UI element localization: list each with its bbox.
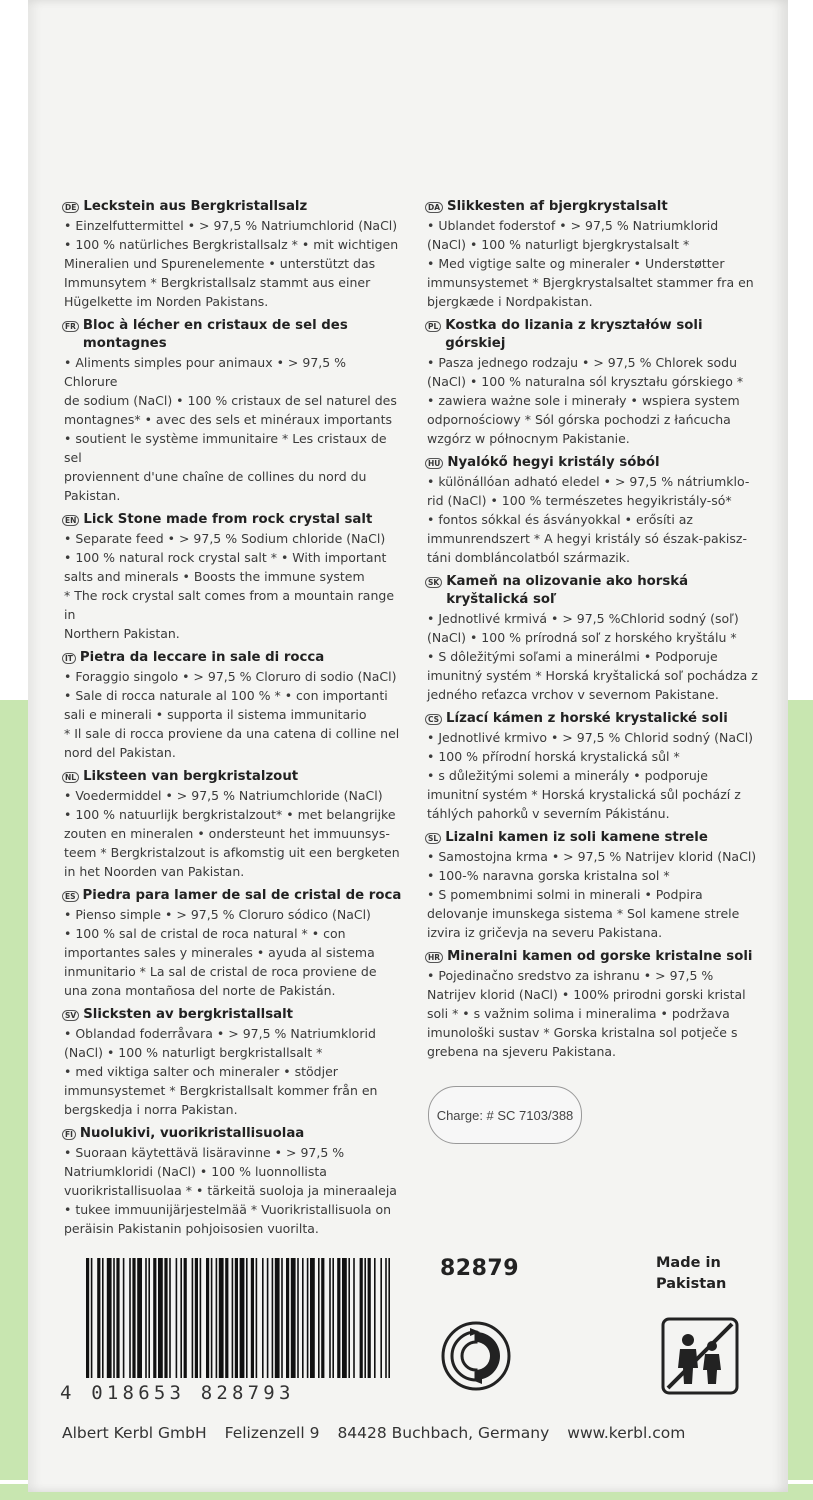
company-footer bbox=[62, 1424, 702, 1442]
barcode-bar bbox=[132, 1258, 135, 1378]
description-line: • tukee immuunijärjestelmää * Vuorikristallisuola on bbox=[64, 1202, 392, 1217]
description-line: proviennent d'une chaîne de collines du nord du bbox=[64, 469, 367, 484]
barcode-bar bbox=[206, 1258, 209, 1378]
language-title: Slicksten av bergkristallsalt bbox=[83, 1007, 294, 1022]
description-line: • Oblandad foderråvara • > 97,5 % Natriumklorid bbox=[64, 1026, 376, 1041]
description-line: Northern Pakistan. bbox=[64, 626, 180, 641]
barcode-bar bbox=[216, 1258, 218, 1378]
description-line: nord del Pakistan. bbox=[64, 745, 176, 760]
language-title: Bloc à lécher en cristaux de sel des montagnes bbox=[82, 318, 348, 351]
made-in-label: Made in Pakistan bbox=[656, 1255, 727, 1292]
description-line: soli * • s važnim solima i mineralima • podržava bbox=[427, 1006, 730, 1021]
language-title: Lizalni kamen iz soli kamene strele bbox=[445, 830, 708, 845]
language-heading bbox=[62, 768, 402, 786]
barcode-bar bbox=[195, 1258, 198, 1378]
language-heading bbox=[425, 948, 765, 966]
language-block-it bbox=[62, 649, 402, 762]
language-block-de bbox=[62, 198, 402, 311]
barcode-bar bbox=[332, 1258, 334, 1378]
description-line: Natriumkloridi (NaCl) • 100 % luonnollista bbox=[64, 1164, 327, 1179]
description-line: odpornościowy * Sól górska pochodzi z łańcucha bbox=[427, 412, 731, 427]
description-line: • 100 % natuurlijk bergkristalzout* • met belangrijke bbox=[64, 807, 396, 822]
barcode-bar bbox=[318, 1258, 320, 1378]
description-line: peräisin Pakistanin pohjoisosien vuorilta. bbox=[64, 1221, 319, 1236]
description-line: • Suoraan käytettävä lisäravinne • > 97,5 % bbox=[64, 1145, 345, 1160]
language-heading bbox=[62, 198, 402, 216]
language-title: Nyalókő hegyi kristály sóból bbox=[447, 455, 660, 470]
description-line: (NaCl) • 100 % naturligt bergkristallsalt * bbox=[64, 1045, 323, 1060]
barcode-bar bbox=[91, 1258, 93, 1378]
language-heading bbox=[62, 1125, 402, 1143]
barcode-bar bbox=[337, 1258, 340, 1378]
description-line: wzgórz w północnym Pakistanie. bbox=[427, 431, 630, 446]
language-code-badge: HR bbox=[425, 952, 443, 963]
barcode-bar bbox=[297, 1258, 299, 1378]
barcode-bar bbox=[286, 1258, 289, 1378]
description-line: grebena na sjeveru Pakistana. bbox=[427, 1044, 617, 1059]
language-code-badge: SK bbox=[425, 577, 442, 588]
barcode-bar bbox=[329, 1258, 331, 1378]
description-line: jedného reťazca vrchov v severnom Pakistane. bbox=[427, 687, 719, 702]
language-block-pl bbox=[425, 317, 765, 448]
description-line: • Jednotlivé krmivo • > 97,5 % Chlorid sodný (NaCl) bbox=[427, 730, 754, 745]
language-column-left bbox=[62, 198, 402, 1244]
language-title: Pietra da leccare in sale di rocca bbox=[79, 650, 325, 665]
company-website[interactable]: www.kerbl.com bbox=[567, 1424, 686, 1442]
language-code-badge: IT bbox=[62, 653, 76, 664]
description-line: • fontos sókkal és ásványokkal • erősíti az bbox=[427, 512, 693, 527]
description-line: • zawiera ważne sole i minerały • wspiera system bbox=[427, 393, 740, 408]
description-line: vuorikristallisuolaa * • tärkeitä suoloja ja mineraaleja bbox=[64, 1183, 397, 1198]
description-line: • Pienso simple • > 97,5 % Cloruro sódico (NaCl) bbox=[64, 907, 371, 922]
description-line: in het Noorden van Pakistan. bbox=[64, 864, 245, 879]
language-code-badge: SL bbox=[425, 833, 441, 844]
language-title: Leckstein aus Bergkristallsalz bbox=[83, 199, 308, 214]
not-for-children-icon bbox=[660, 1316, 740, 1396]
description-line: rid (NaCl) • 100 % természetes hegyikristály-só* bbox=[427, 493, 732, 508]
barcode-bar bbox=[251, 1258, 254, 1378]
language-block-hr bbox=[425, 948, 765, 1061]
article-number: 82879 bbox=[440, 1256, 520, 1281]
language-title: Mineralni kamen od gorske kristalne soli bbox=[447, 949, 753, 964]
description-line: importantes sales y minerales • ayuda al sistema bbox=[64, 945, 375, 960]
language-title: Slikkesten af bjergkrystalsalt bbox=[447, 199, 668, 214]
language-block-sk bbox=[425, 573, 765, 704]
company-city: 84428 Buchbach, Germany bbox=[337, 1424, 550, 1442]
language-heading bbox=[425, 573, 765, 609]
barcode-bar bbox=[169, 1258, 171, 1378]
language-title: Lízací kámen z horské krystalické soli bbox=[446, 711, 728, 726]
language-heading bbox=[425, 829, 765, 847]
language-heading bbox=[425, 710, 765, 728]
barcode-bar bbox=[291, 1258, 296, 1378]
description-line: • Separate feed • > 97,5 % Sodium chloride (NaCl) bbox=[64, 531, 386, 546]
barcode-bar bbox=[267, 1258, 269, 1378]
language-column-right bbox=[425, 198, 765, 1067]
language-block-fi bbox=[62, 1125, 402, 1238]
language-heading bbox=[425, 317, 765, 353]
description-line: Natrijev klorid (NaCl) • 100% prirodni gorski kristal bbox=[427, 987, 746, 1002]
language-heading bbox=[425, 198, 765, 216]
barcode-bar bbox=[307, 1258, 309, 1378]
barcode-bar bbox=[164, 1258, 167, 1378]
description-line: (NaCl) • 100 % naturligt bjergkrystalsalt * bbox=[427, 237, 690, 252]
description-line: sali e minerali • supporta il sistema immunitario bbox=[64, 707, 367, 722]
language-code-badge: HU bbox=[425, 458, 443, 469]
barcode-bar bbox=[232, 1258, 234, 1378]
barcode-bar bbox=[225, 1258, 228, 1378]
barcode-bar bbox=[360, 1258, 363, 1378]
description-line: • 100 % natürliches Bergkristallsalz * • mit wichtigen bbox=[64, 237, 399, 252]
description-line: immunrendszert * A hegyi kristály só észak-pakisz- bbox=[427, 531, 747, 546]
barcode-bar bbox=[176, 1258, 178, 1378]
barcode-digits: 4 018653 828793 bbox=[60, 1382, 295, 1404]
barcode-bar bbox=[256, 1258, 258, 1378]
language-code-badge: DA bbox=[425, 202, 443, 213]
language-code-badge: DE bbox=[62, 202, 79, 213]
barcode-bar bbox=[148, 1258, 150, 1378]
barcode-bar bbox=[302, 1258, 304, 1378]
barcode-bar bbox=[235, 1258, 238, 1378]
barcode-bar bbox=[137, 1258, 142, 1378]
barcode-bar bbox=[180, 1258, 182, 1378]
barcode-bar bbox=[281, 1258, 283, 1378]
barcode-bar bbox=[275, 1258, 280, 1378]
description-line: • Ublandet foderstof • > 97,5 % Natriumklorid bbox=[427, 218, 719, 233]
description-line: • különállóan adható eledel • > 97,5 % nátriumklo- bbox=[427, 474, 750, 489]
description-line: montagnes* • avec des sels et minéraux importants bbox=[64, 412, 392, 427]
language-block-nl bbox=[62, 768, 402, 881]
barcode-bar bbox=[380, 1258, 382, 1378]
language-code-badge: ES bbox=[62, 891, 79, 902]
language-code-badge: CS bbox=[425, 714, 442, 725]
barcode-bar bbox=[262, 1258, 264, 1378]
language-code-badge: FI bbox=[62, 1129, 76, 1140]
description-line: Hügelkette im Norden Pakistans. bbox=[64, 294, 269, 309]
barcode-bar bbox=[310, 1258, 315, 1378]
description-line: delovanje imunskega sistema * Sol kamene strele bbox=[427, 906, 740, 921]
description-line: zouten en mineralen • ondersteunt het immuunsys- bbox=[64, 826, 390, 841]
description-line: • S dôležitými soľami a minerálmi • Podporuje bbox=[427, 649, 718, 664]
description-line: Pakistan. bbox=[64, 488, 121, 503]
description-line: una zona montañosa del norte de Pakistán. bbox=[64, 983, 336, 998]
barcode-bar bbox=[116, 1258, 119, 1378]
description-line: • Foraggio singolo • > 97,5 % Cloruro di sodio (NaCl) bbox=[64, 669, 397, 684]
description-line: • 100 % přírodní horská krystalická sůl * bbox=[427, 749, 680, 764]
language-block-sv bbox=[62, 1006, 402, 1119]
language-heading bbox=[425, 454, 765, 472]
language-code-badge: FR bbox=[62, 321, 79, 332]
barcode-bar bbox=[102, 1258, 104, 1378]
barcode bbox=[86, 1258, 390, 1378]
barcode-bar bbox=[246, 1258, 248, 1378]
barcode-bar bbox=[385, 1258, 387, 1378]
description-line: (NaCl) • 100 % naturalna sól kryształu górskiego * bbox=[427, 374, 744, 389]
description-line: immunsystemet * Bergkristallsalt kommer från en bbox=[64, 1083, 378, 1098]
description-line: • Pasza jednego rodzaju • > 97,5 % Chlorek sodu bbox=[427, 355, 737, 370]
barcode-bar bbox=[364, 1258, 366, 1378]
barcode-bar bbox=[184, 1258, 187, 1378]
barcode-bar bbox=[211, 1258, 213, 1378]
description-line: bergskedja i norra Pakistan. bbox=[64, 1102, 238, 1117]
language-title: Kostka do lizania z kryształów soli górskiej bbox=[445, 318, 703, 351]
barcode-bar bbox=[97, 1258, 100, 1378]
barcode-bar bbox=[321, 1258, 324, 1378]
description-line: izvira iz gričevja na severu Pakistana. bbox=[427, 925, 663, 940]
description-line: de sodium (NaCl) • 100 % cristaux de sel naturel des bbox=[64, 393, 397, 408]
barcode-bar bbox=[86, 1258, 89, 1378]
barcode-bar bbox=[374, 1258, 376, 1378]
description-line: salts and minerals • Boosts the immune system bbox=[64, 569, 365, 584]
language-code-badge: NL bbox=[62, 772, 79, 783]
language-heading bbox=[62, 511, 402, 529]
language-block-da bbox=[425, 198, 765, 311]
language-title: Liksteen van bergkristalzout bbox=[83, 769, 299, 784]
description-line: * The rock crystal salt comes from a mountain range in bbox=[64, 588, 395, 622]
language-heading bbox=[62, 649, 402, 667]
description-line: Mineralien und Spurenelemente • unterstützt das bbox=[64, 256, 376, 271]
description-line: • S pomembnimi solmi in minerali • Podpira bbox=[427, 887, 703, 902]
description-line: • 100 % sal de cristal de roca natural * • con bbox=[64, 926, 346, 941]
language-code-badge: SV bbox=[62, 1010, 79, 1021]
barcode-bar bbox=[342, 1258, 347, 1378]
language-title: Nuolukivi, vuorikristallisuolaa bbox=[79, 1126, 305, 1141]
description-line: • Sale di rocca naturale al 100 % * • con importanti bbox=[64, 688, 388, 703]
description-line: (NaCl) • 100 % prírodná soľ z horského kryštálu * bbox=[427, 630, 737, 645]
barcode-bar bbox=[107, 1258, 112, 1378]
barcode-bar bbox=[153, 1258, 156, 1378]
language-block-es bbox=[62, 887, 402, 1000]
barcode-bar bbox=[158, 1258, 163, 1378]
barcode-bar bbox=[145, 1258, 147, 1378]
charge-text: Charge: # SC 7103/388 bbox=[436, 1107, 574, 1123]
barcode-bar bbox=[219, 1258, 224, 1378]
description-line: • Samostojna krma • > 97,5 % Natrijev klorid (NaCl) bbox=[427, 849, 757, 864]
barcode-bar bbox=[129, 1258, 131, 1378]
language-block-cs bbox=[425, 710, 765, 823]
charge-label bbox=[428, 1086, 582, 1144]
company-name: Albert Kerbl GmbH bbox=[62, 1424, 207, 1442]
description-line: * Il sale di rocca proviene da una catena di colline nel bbox=[64, 726, 400, 741]
company-street: Felizenzell 9 bbox=[224, 1424, 320, 1442]
description-line: • 100 % natural rock crystal salt * • With important bbox=[64, 550, 387, 565]
barcode-bar bbox=[240, 1258, 245, 1378]
language-code-badge: PL bbox=[425, 321, 441, 332]
description-line: • Jednotlivé krmivá • > 97,5 %Chlorid sodný (soľ) bbox=[427, 611, 739, 626]
barcode-bar bbox=[192, 1258, 194, 1378]
language-title: Piedra para lamer de sal de cristal de roca bbox=[82, 888, 402, 903]
language-block-fr bbox=[62, 317, 402, 505]
barcode-bar bbox=[348, 1258, 350, 1378]
language-heading bbox=[62, 1006, 402, 1024]
language-title: Kameň na olizovanie ako horská kryštalická soľ bbox=[446, 574, 689, 607]
language-block-hu bbox=[425, 454, 765, 567]
language-block-sl bbox=[425, 829, 765, 942]
barcode-bar bbox=[200, 1258, 202, 1378]
barcode-bar bbox=[272, 1258, 274, 1378]
description-line: táhlých pahorků v severním Pákistánu. bbox=[427, 806, 670, 821]
description-line: imunološki sustav * Gorska kristalna sol potječe s bbox=[427, 1025, 738, 1040]
description-line: teem * Bergkristalzout is afkomstig uit een bergketen bbox=[64, 845, 400, 860]
barcode-bar bbox=[353, 1258, 355, 1378]
description-line: inmunitario * La sal de cristal de roca proviene de bbox=[64, 964, 377, 979]
description-line: • Pojedinačno sredstvo za ishranu • > 97,5 % bbox=[427, 968, 714, 983]
barcode-bar bbox=[388, 1258, 390, 1378]
language-title: Lick Stone made from rock crystal salt bbox=[83, 512, 373, 527]
green-dot-recycling-icon bbox=[440, 1320, 512, 1392]
barcode-bar bbox=[113, 1258, 115, 1378]
description-line: • Med vigtige salte og mineraler • Understøtter bbox=[427, 256, 725, 271]
barcode-bar bbox=[368, 1258, 371, 1378]
description-line: • soutient le système immunitaire * Les cristaux de sel bbox=[64, 431, 387, 465]
description-line: táni dombláncolatból származik. bbox=[427, 550, 630, 565]
language-code-badge: EN bbox=[62, 515, 79, 526]
description-line: imunitní systém * Horská krystalická sůl pochází z bbox=[427, 787, 741, 802]
description-line: Immunsytem * Bergkristallsalz stammt aus einer bbox=[64, 275, 371, 290]
language-block-en bbox=[62, 511, 402, 643]
description-line: • 100-% naravna gorska kristalna sol * bbox=[427, 868, 670, 883]
description-line: • s důležitými solemi a minerály • podporuje bbox=[427, 768, 708, 783]
description-line: immunsystemet * Bjergkrystalsaltet stammer fra en bbox=[427, 275, 754, 290]
barcode-bar bbox=[123, 1258, 125, 1378]
description-line: • Voedermiddel • > 97,5 % Natriumchloride (NaCl) bbox=[64, 788, 383, 803]
language-heading bbox=[62, 887, 402, 905]
description-line: imunitný systém * Horská kryštalická soľ pochádza z bbox=[427, 668, 758, 683]
language-heading bbox=[62, 317, 402, 353]
description-line: • Aliments simples pour animaux • > 97,5 % Chlorure bbox=[64, 355, 347, 389]
description-line: • med viktiga salter och mineraler • stödjer bbox=[64, 1064, 338, 1079]
description-line: • Einzelfuttermittel • > 97,5 % Natriumchlorid (NaCl) bbox=[64, 218, 398, 233]
description-line: bjergkæde i Nordpakistan. bbox=[427, 294, 593, 309]
